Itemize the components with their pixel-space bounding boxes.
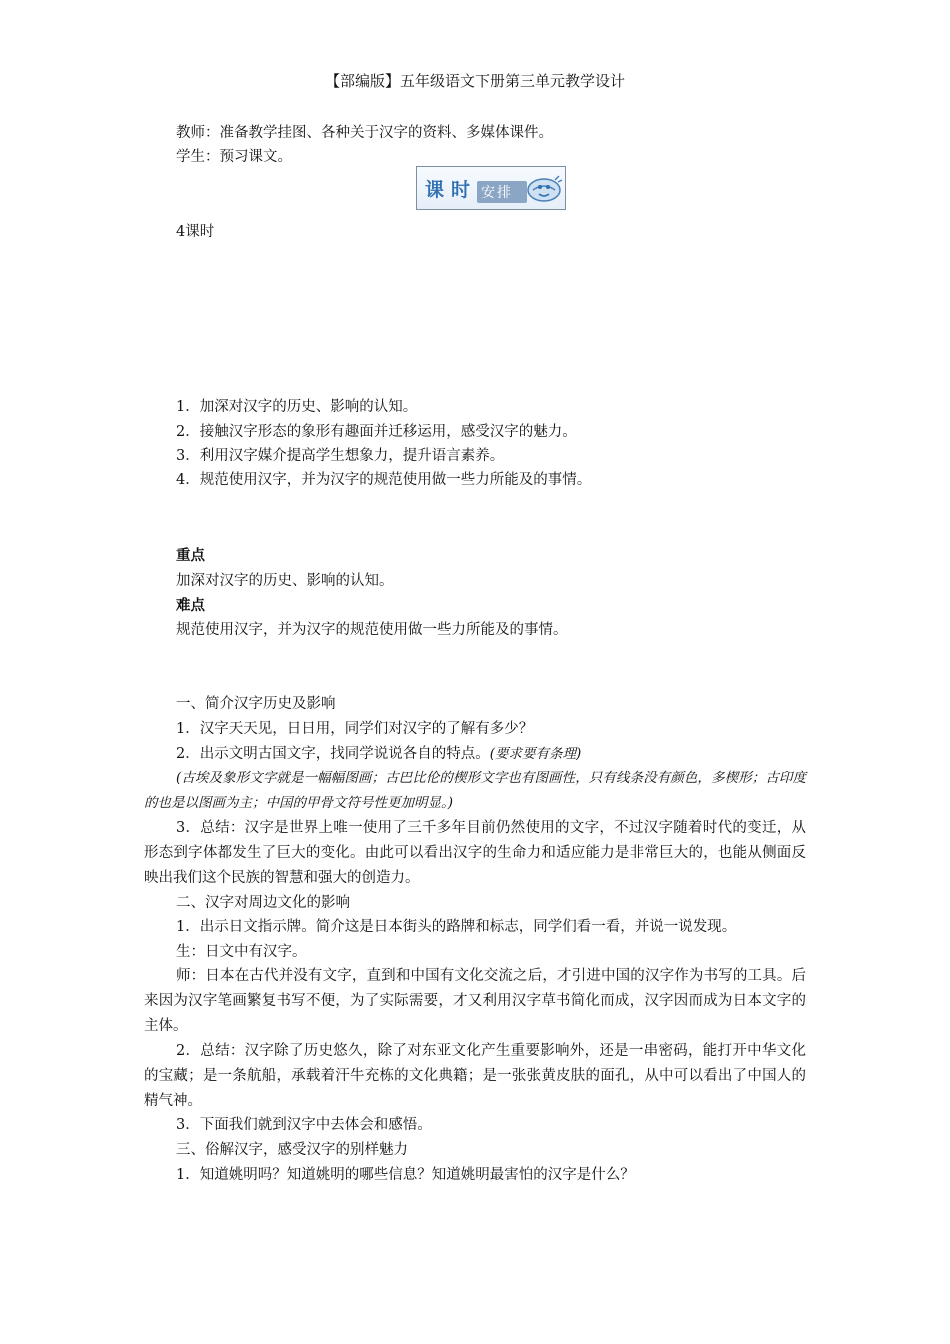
section-2-heading: 二、汉字对周边文化的影响 [176,895,350,911]
teacher-prep: 教师：准备教学挂图、各种关于汉字的资料、多媒体课件。 [176,125,553,141]
student-prep: 学生：预习课文。 [176,149,292,165]
key-point-text: 加深对汉字的历史、影响的认知。 [176,573,394,589]
goal-item-4: 4．规范使用汉字，并为汉字的规范使用做一些力所能及的事情。 [176,472,592,488]
section-1-heading: 一、简介汉字历史及影响 [176,696,336,712]
goal-item-3: 3．利用汉字媒介提高学生想象力，提升语言素养。 [176,448,505,464]
difficulty-text: 规范使用汉字，并为汉字的规范使用做一些力所能及的事情。 [176,622,568,638]
section-1-p1: 1．汉字天天见，日日用，同学们对汉字的了解有多少？ [176,721,534,737]
section-2-student: 生：日文中有汉字。 [176,944,307,960]
section-2-p2: 2．总结：汉字除了历史悠久，除了对东亚文化产生重要影响外，还是一串密码，能打开中华文化的宝藏；是一条航船，承载着汗牛充栋的文化典籍；是一张张黄皮肤的面孔，从中可以看出了中国人的精气神。 [144,1043,806,1109]
section-3-heading: 三、俗解汉字，感受汉字的别样魅力 [176,1142,408,1158]
cartoon-book-icon [525,170,563,206]
badge-char-2: 时 [451,179,471,201]
section-1-p2-text: 2．出示文明古国文字，找同学说说各自的特点。 [176,746,490,762]
lesson-schedule-badge [416,166,566,210]
difficulty-label: 难点 [176,597,205,614]
section-2-p3: 3．下面我们就到汉字中去体会和感悟。 [176,1117,432,1133]
section-1-p2 [176,742,581,763]
lesson-hours: 4课时 [176,224,215,240]
badge-char-1: 课 [425,179,445,201]
goal-item-1: 1．加深对汉字的历史、影响的认知。 [176,399,418,415]
key-point-label: 重点 [176,547,205,564]
section-2-p1: 1．出示日文指示牌。简介这是日本街头的路牌和标志，同学们看一看，并说一说发现。 [176,919,737,935]
section-1-p3: 3．总结：汉字是世界上唯一使用了三千多年目前仍然使用的文字，不过汉字随着时代的变迁，从形态到字体都发生了巨大的变化。由此可以看出汉字的生命力和适应能力是非常巨大的，也能从侧面反映出我们这个民族的智慧和强大的创造力。 [144,820,806,886]
section-1-p2-note: (要求要有条理) [489,746,582,762]
section-3-p1: 1．知道姚明吗？知道姚明的哪些信息？知道姚明最害怕的汉字是什么？ [176,1167,635,1183]
section-2-teacher: 师：日本在古代并没有文字，直到和中国有文化交流之后，才引进中国的汉字作为书写的工具。后来因为汉字笔画繁复书写不便，为了实际需要，才又利用汉字草书简化而成，汉字因而成为日本文字的主体。 [144,968,806,1034]
section-1-note: (古埃及象形文字就是一幅幅图画；古巴比伦的楔形文字也有图画性，只有线条没有颜色，多楔形；古印度的也是以图画为主；中国的甲骨文符号性更加明显。) [144,770,806,811]
badge-label: 安排 [481,185,513,201]
document-title: 【部编版】五年级语文下册第三单元教学设计 [324,72,625,90]
goal-item-2: 2．接触汉字形态的象形有趣面并迁移运用，感受汉字的魅力。 [176,424,577,440]
